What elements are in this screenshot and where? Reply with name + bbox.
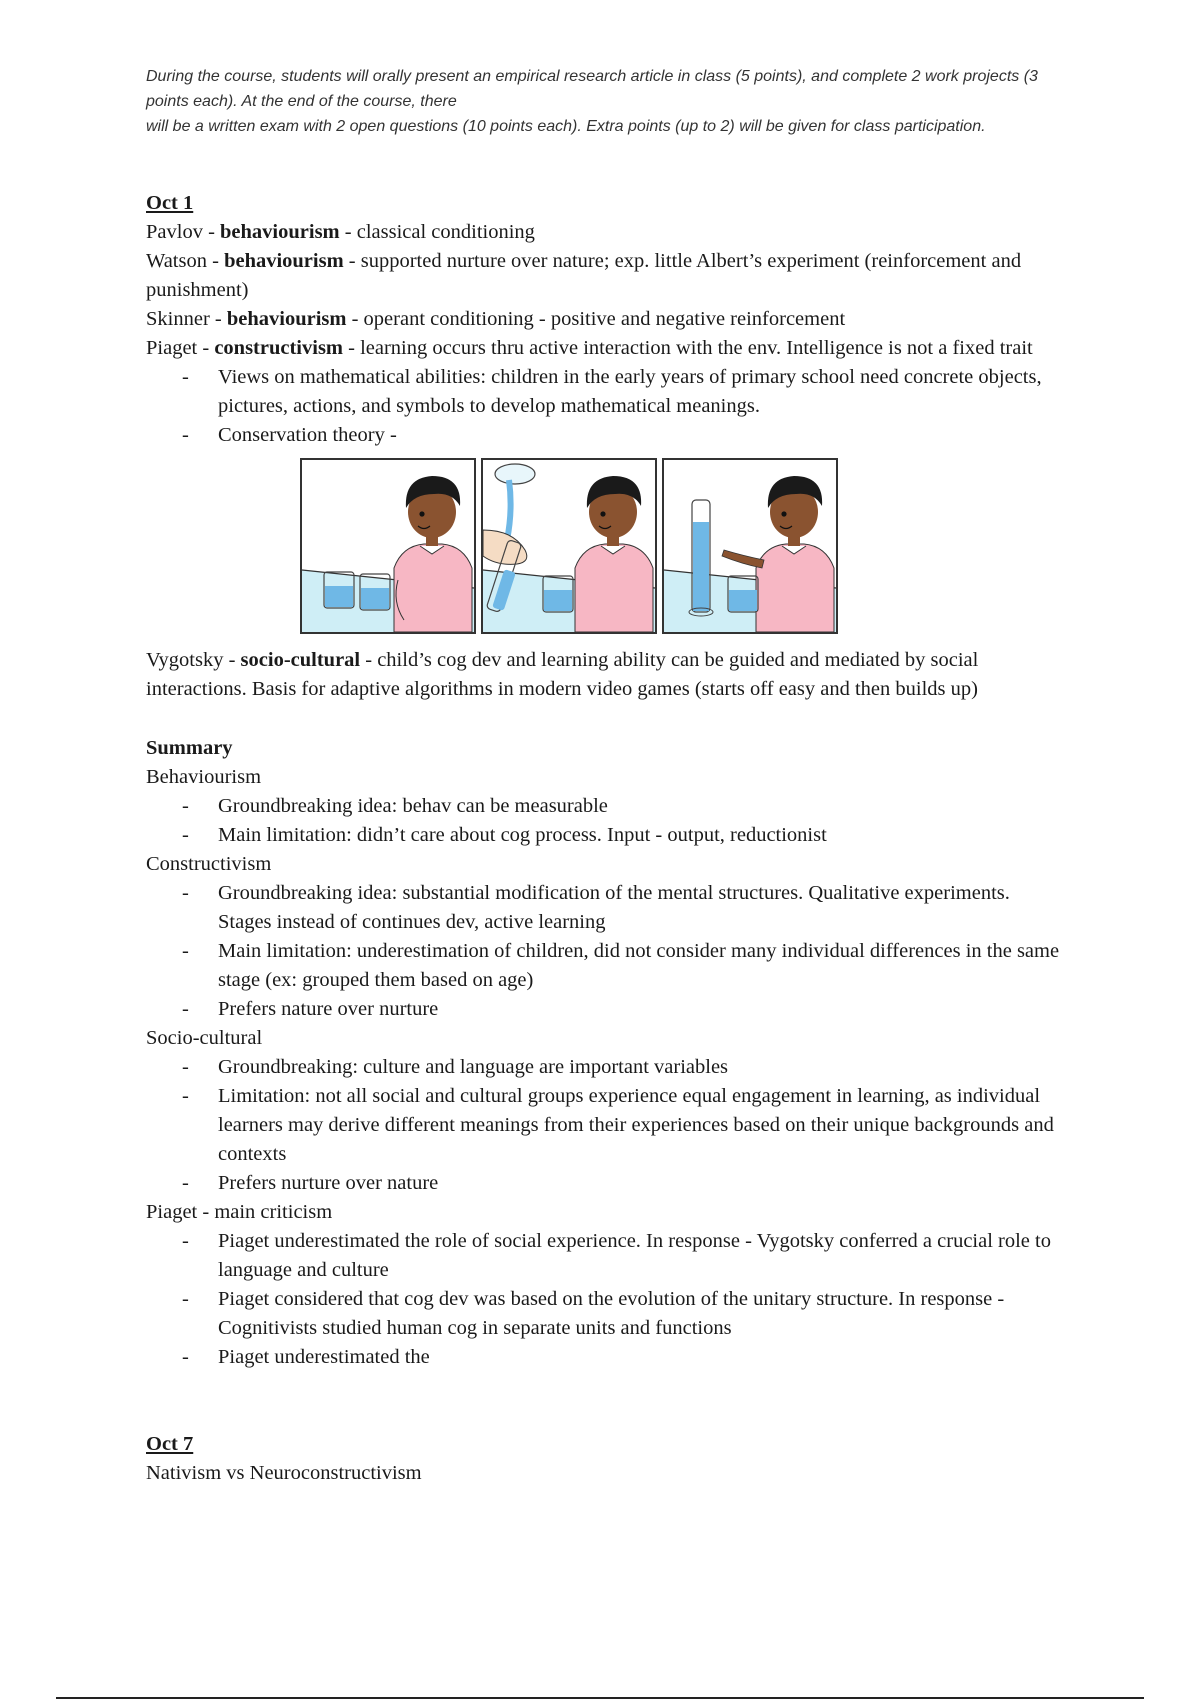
- watson-name: Watson -: [146, 250, 225, 272]
- vygotsky-line: [146, 646, 1066, 704]
- list-item: - Piaget considered that cog dev was based on the evolution of the unitary structure. In response - Cognitivists studied human cog in separate units and functions: [218, 1285, 1066, 1343]
- course-intro: [146, 64, 1066, 139]
- watson-school: behaviourism: [224, 250, 344, 272]
- conservation-panel-3: [662, 458, 838, 634]
- list-item: - Limitation: not all social and cultural groups experience equal engagement in learning, as individual learners may derive different meanings from their experiences based on their unique backgrounds and contexts: [218, 1082, 1066, 1169]
- list-item: - Piaget underestimated the: [218, 1343, 1066, 1372]
- skinner-school: behaviourism: [226, 308, 347, 330]
- piaget-bullets: [146, 363, 1066, 450]
- oct7-line: Nativism vs Neuroconstructivism: [146, 1462, 422, 1484]
- summary-title: Summary: [146, 737, 233, 759]
- piaget-name: Piaget -: [146, 337, 215, 359]
- behaviourism-bullets: [146, 792, 1066, 850]
- skinner-desc: - operant conditioning - positive and negative reinforcement: [346, 308, 846, 330]
- summary-constructivism-label: Constructivism: [146, 853, 272, 875]
- list-item: - Groundbreaking idea: behav can be measurable: [218, 792, 1066, 821]
- list-item: - Main limitation: underestimation of children, did not consider many individual differences in the same stage (ex: grouped them based on age): [218, 937, 1066, 995]
- list-item: - Views on mathematical abilities: children in the early years of primary school need concrete objects, pictures, actions, and symbols to develop mathematical meanings.: [218, 363, 1066, 421]
- piaget-criticism-bullets: [146, 1227, 1066, 1372]
- list-item: - Piaget underestimated the role of social experience. In response - Vygotsky conferred a crucial role to language and culture: [218, 1227, 1066, 1285]
- list-item: - Conservation theory -: [218, 421, 1066, 450]
- pavlov-school: behaviourism: [220, 221, 340, 243]
- pavlov-line: [146, 218, 1066, 247]
- skinner-line: [146, 305, 1066, 334]
- conservation-panel-2: [481, 458, 657, 634]
- list-item: - Main limitation: didn’t care about cog process. Input - output, reductionist: [218, 821, 1066, 850]
- piaget-school: constructivism: [214, 337, 344, 359]
- vygotsky-name: Vygotsky -: [146, 649, 241, 671]
- summary-piaget-criticism-label: Piaget - main criticism: [146, 1201, 333, 1223]
- list-item: - Prefers nature over nurture: [218, 995, 1066, 1024]
- skinner-name: Skinner -: [146, 308, 227, 330]
- page-bottom-rule: [56, 1697, 1144, 1699]
- heading-oct-1: Oct 1: [146, 192, 194, 214]
- document-page: [146, 64, 1066, 1488]
- conservation-illustration: [300, 458, 1066, 634]
- vygotsky-school: socio-cultural: [240, 649, 361, 671]
- heading-oct-7: Oct 7: [146, 1433, 194, 1455]
- pavlov-name: Pavlov -: [146, 221, 221, 243]
- list-item: - Prefers nurture over nature: [218, 1169, 1066, 1198]
- sociocultural-bullets: [146, 1053, 1066, 1198]
- constructivism-bullets: [146, 879, 1066, 1024]
- summary-sociocultural-label: Socio-cultural: [146, 1027, 263, 1049]
- conservation-panel-1: [300, 458, 476, 634]
- vygotsky-desc: - child’s cog dev and learning ability can be guided and mediated by social interactions. Basis for adaptive algorithms in modern video games (starts off easy and then builds up): [146, 649, 979, 700]
- intro-line-2: will be a written exam with 2 open questions (10 points each). Extra points (up to 2) will be given for class participation.: [146, 118, 986, 135]
- list-item: - Groundbreaking idea: substantial modification of the mental structures. Qualitative experiments. Stages instead of continues dev, active learning: [218, 879, 1066, 937]
- watson-line: [146, 247, 1066, 305]
- summary-behaviourism-label: Behaviourism: [146, 766, 262, 788]
- watson-desc: - supported nurture over nature; exp. little Albert’s experiment (reinforcement and punishment): [146, 250, 1022, 301]
- piaget-desc: - learning occurs thru active interaction with the env. Intelligence is not a fixed trait: [343, 337, 1033, 359]
- pavlov-desc: - classical conditioning: [339, 221, 535, 243]
- intro-line-1: During the course, students will orally present an empirical research article in class (5 points), and complete 2 work projects (3 points each). At the end of the course, there: [146, 68, 1038, 110]
- notes-body: [146, 189, 1066, 1488]
- list-item: - Groundbreaking: culture and language are important variables: [218, 1053, 1066, 1082]
- piaget-line: [146, 334, 1066, 363]
